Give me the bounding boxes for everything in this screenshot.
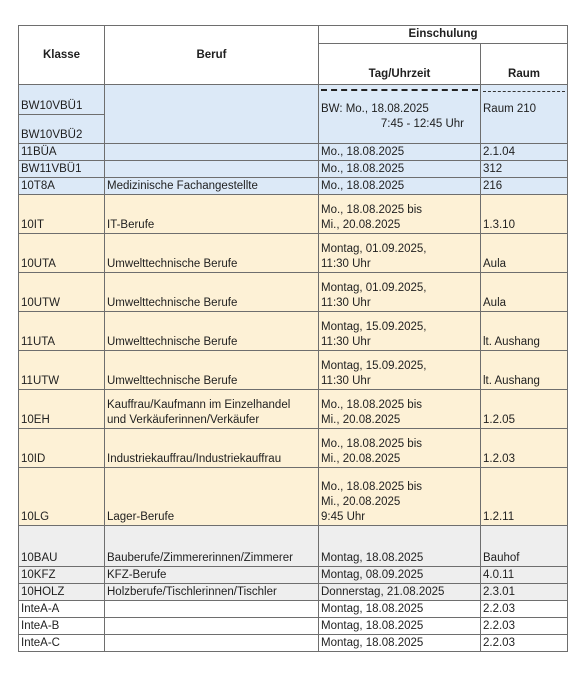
tag-cell bbox=[319, 351, 481, 390]
tag-line: Mo., 18.08.2025 bbox=[321, 146, 405, 158]
tag-cell bbox=[319, 144, 481, 161]
tag-cell bbox=[319, 312, 481, 351]
beruf-cell bbox=[105, 601, 319, 618]
klasse-cell: 10LG bbox=[19, 468, 105, 526]
tag-line: Montag, 18.08.2025 bbox=[321, 620, 424, 632]
tag-line: 11:30 Uhr bbox=[321, 297, 371, 309]
tag-cell bbox=[319, 390, 481, 429]
header-tag-uhrzeit: Tag/Uhrzeit bbox=[319, 44, 481, 85]
tag-line: Mi., 20.08.2025 bbox=[321, 219, 401, 231]
tag-line: Mi., 20.08.2025 bbox=[321, 414, 401, 426]
klasse-cell: BW10VBÜ1 bbox=[19, 85, 105, 115]
klasse-cell: 11BÜA bbox=[19, 144, 105, 161]
header-raum: Raum bbox=[481, 44, 568, 85]
beruf-cell: Medizinische Fachangestellte bbox=[105, 178, 319, 195]
raum-cell: 2.2.03 bbox=[481, 618, 568, 635]
klasse-cell: 10EH bbox=[19, 390, 105, 429]
beruf-cell: IT-Berufe bbox=[105, 195, 319, 234]
raum-cell: lt. Aushang bbox=[481, 312, 568, 351]
tag-line: 11:30 Uhr bbox=[321, 375, 371, 387]
beruf-cell bbox=[105, 635, 319, 652]
beruf-cell: Umwelttechnische Berufe bbox=[105, 234, 319, 273]
beruf-cell: Holzberufe/Tischlerinnen/Tischler bbox=[105, 584, 319, 601]
beruf-cell bbox=[105, 144, 319, 161]
tag-cell bbox=[319, 234, 481, 273]
raum-cell: 2.2.03 bbox=[481, 635, 568, 652]
tag-cell bbox=[319, 618, 481, 635]
header-beruf: Beruf bbox=[105, 26, 319, 85]
table-row bbox=[19, 351, 568, 390]
tag-line: Montag, 18.08.2025 bbox=[321, 552, 424, 564]
raum-cell: 4.0.11 bbox=[481, 567, 568, 584]
klasse-cell: 10ID bbox=[19, 429, 105, 468]
klasse-cell: 11UTA bbox=[19, 312, 105, 351]
tag-cell bbox=[319, 635, 481, 652]
table-row bbox=[19, 273, 568, 312]
klasse-cell: 10IT bbox=[19, 195, 105, 234]
tag-line: Montag, 01.09.2025, bbox=[321, 282, 427, 294]
klasse-cell: 10UTA bbox=[19, 234, 105, 273]
beruf-cell: Umwelttechnische Berufe bbox=[105, 273, 319, 312]
tag-line: Mo., 18.08.2025 bbox=[321, 180, 405, 192]
tag-cell bbox=[319, 195, 481, 234]
dash-divider bbox=[483, 91, 565, 92]
klasse-cell: 10T8A bbox=[19, 178, 105, 195]
beruf-cell: Umwelttechnische Berufe bbox=[105, 351, 319, 390]
raum-cell: 2.3.01 bbox=[481, 584, 568, 601]
klasse-cell: 10HOLZ bbox=[19, 584, 105, 601]
raum-cell: 1.3.10 bbox=[481, 195, 568, 234]
table-row bbox=[19, 526, 568, 567]
beruf-cell bbox=[105, 161, 319, 178]
tag-cell bbox=[319, 601, 481, 618]
beruf-cell bbox=[105, 618, 319, 635]
raum-cell: 2.1.04 bbox=[481, 144, 568, 161]
table-row bbox=[19, 635, 568, 652]
table-row bbox=[19, 144, 568, 161]
table-row bbox=[19, 195, 568, 234]
tag-line: 11:30 Uhr bbox=[321, 258, 371, 270]
tag-line: Mo., 18.08.2025 bis bbox=[321, 204, 423, 216]
beruf-cell: Lager-Berufe bbox=[105, 468, 319, 526]
klasse-cell: BW11VBÜ1 bbox=[19, 161, 105, 178]
table-row bbox=[19, 584, 568, 601]
tag-cell bbox=[319, 584, 481, 601]
tag-line: Montag, 18.08.2025 bbox=[321, 637, 424, 649]
table-row bbox=[19, 429, 568, 468]
tag-line: Mi., 20.08.2025 bbox=[321, 496, 401, 508]
klasse-cell: 10UTW bbox=[19, 273, 105, 312]
tag-line: Donnerstag, 21.08.2025 bbox=[321, 586, 445, 598]
table-row bbox=[19, 468, 568, 526]
raum-cell bbox=[481, 85, 568, 144]
tag-line: 9:45 Uhr bbox=[321, 511, 366, 523]
tag-cell bbox=[319, 178, 481, 195]
klasse-cell: InteA-B bbox=[19, 618, 105, 635]
tag-line: Mi., 20.08.2025 bbox=[321, 453, 401, 465]
beruf-cell: KFZ-Berufe bbox=[105, 567, 319, 584]
raum-cell: Aula bbox=[481, 234, 568, 273]
header-einschulung: Einschulung bbox=[319, 26, 568, 44]
klasse-cell: InteA-C bbox=[19, 635, 105, 652]
tag-cell bbox=[319, 567, 481, 584]
raum-value: Raum 210 bbox=[483, 103, 537, 115]
table-row bbox=[19, 161, 568, 178]
table-row bbox=[19, 567, 568, 584]
header-klasse: Klasse bbox=[19, 26, 105, 85]
tag-line: Montag, 01.09.2025, bbox=[321, 243, 427, 255]
raum-cell: Aula bbox=[481, 273, 568, 312]
table-row bbox=[19, 85, 568, 115]
dash-divider bbox=[321, 89, 478, 91]
raum-cell: 1.2.11 bbox=[481, 468, 568, 526]
tag-cell bbox=[319, 468, 481, 526]
tag-line: Mo., 18.08.2025 bis bbox=[321, 481, 423, 493]
table-row bbox=[19, 601, 568, 618]
table-row bbox=[19, 312, 568, 351]
tag-line: Montag, 18.08.2025 bbox=[321, 603, 424, 615]
tag-line: Montag, 15.09.2025, bbox=[321, 321, 427, 333]
tag-cell bbox=[319, 161, 481, 178]
raum-cell: 2.2.03 bbox=[481, 601, 568, 618]
raum-cell: 312 bbox=[481, 161, 568, 178]
raum-cell: Bauhof bbox=[481, 526, 568, 567]
table-row bbox=[19, 234, 568, 273]
tag-line: Montag, 15.09.2025, bbox=[321, 360, 427, 372]
klasse-cell: 10KFZ bbox=[19, 567, 105, 584]
raum-cell: 216 bbox=[481, 178, 568, 195]
tag-line: Mo., 18.08.2025 bis bbox=[321, 438, 423, 450]
tag-cell bbox=[319, 429, 481, 468]
tag-line: Mo., 18.08.2025 bbox=[321, 163, 405, 175]
klasse-cell: 11UTW bbox=[19, 351, 105, 390]
tag-cell bbox=[319, 85, 481, 144]
beruf-cell: Industriekauffrau/Industriekauffrau bbox=[105, 429, 319, 468]
tag-line: Montag, 08.09.2025 bbox=[321, 569, 424, 581]
tag-cell bbox=[319, 526, 481, 567]
table-row bbox=[19, 618, 568, 635]
beruf-cell bbox=[105, 85, 319, 144]
tag-line: BW: Mo., 18.08.2025 bbox=[321, 103, 429, 115]
raum-cell: 1.2.03 bbox=[481, 429, 568, 468]
tag-line: 11:30 Uhr bbox=[321, 336, 371, 348]
raum-cell: lt. Aushang bbox=[481, 351, 568, 390]
klasse-cell: InteA-A bbox=[19, 601, 105, 618]
klasse-cell: 10BAU bbox=[19, 526, 105, 567]
tag-line: Mo., 18.08.2025 bis bbox=[321, 399, 423, 411]
klasse-cell: BW10VBÜ2 bbox=[19, 115, 105, 144]
beruf-cell: Kauffrau/Kaufmann im Einzelhandel und Verkäuferinnen/Verkäufer bbox=[105, 390, 319, 429]
tag-line: 7:45 - 12:45 Uhr bbox=[380, 118, 464, 130]
einschulung-table bbox=[18, 25, 568, 652]
beruf-cell: Bauberufe/Zimmererinnen/Zimmerer bbox=[105, 526, 319, 567]
table-row bbox=[19, 390, 568, 429]
table-row bbox=[19, 178, 568, 195]
tag-cell bbox=[319, 273, 481, 312]
beruf-cell: Umwelttechnische Berufe bbox=[105, 312, 319, 351]
raum-cell: 1.2.05 bbox=[481, 390, 568, 429]
